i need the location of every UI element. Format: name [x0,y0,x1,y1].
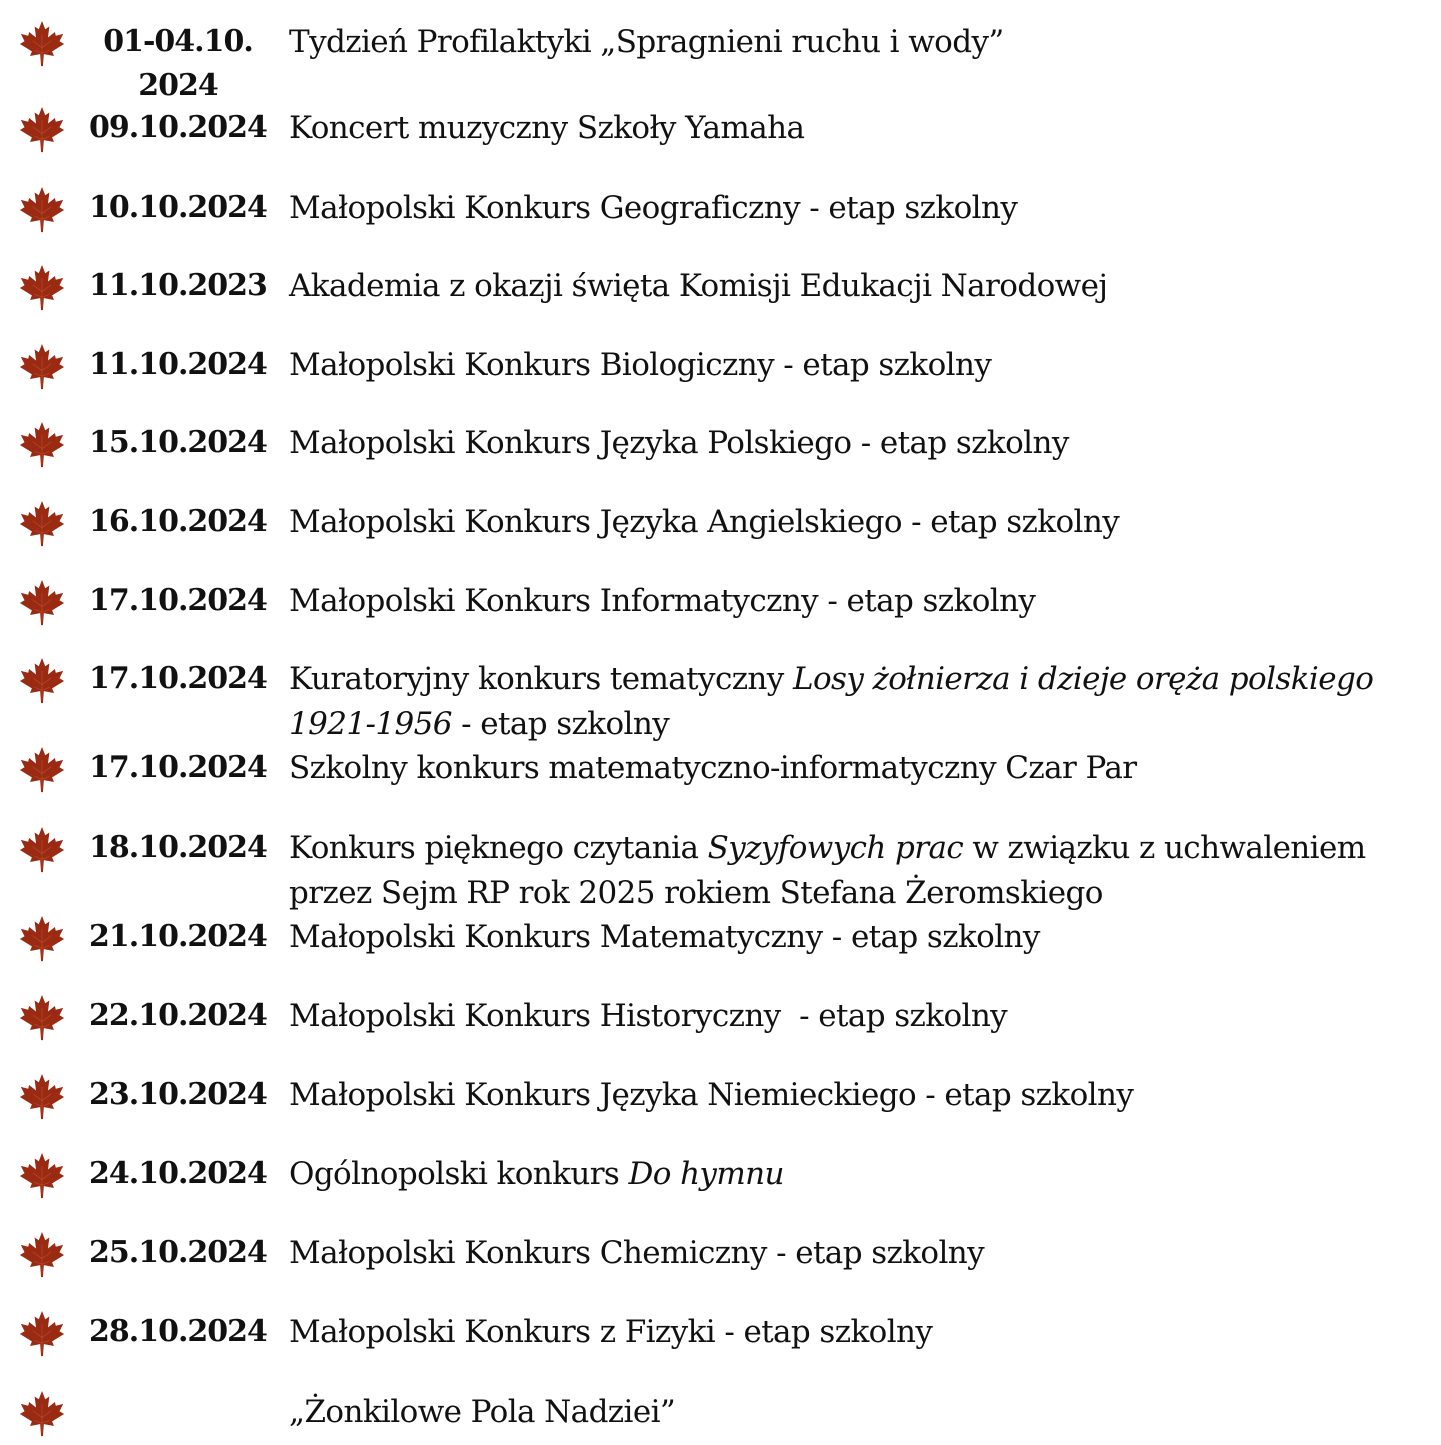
event-description [289,500,1434,545]
event-text: Małopolski Konkurs Informatyczny - etap szkolny [289,583,1036,619]
maple-leaf-icon [19,186,65,234]
event-description [289,994,1434,1039]
event-text: - etap szkolny [451,706,670,742]
event-description [289,746,1434,791]
event-date: 25.10.2024 [89,1235,267,1270]
maple-leaf-icon [19,1310,65,1358]
event-description [289,657,1434,747]
event-text: Koncert muzyczny Szkoły Yamaha [289,110,805,146]
event-text: Małopolski Konkurs Matematyczny - etap szkolny [289,919,1040,955]
event-text: Małopolski Konkurs Języka Polskiego - etap szkolny [289,425,1069,461]
event-date: 15.10.2024 [89,425,267,460]
event-date: 11.10.2023 [89,268,267,303]
event-text: Szkolny konkurs matematyczno-informatyczny Czar Par [289,750,1137,786]
event-text: Małopolski Konkurs Języka Angielskiego - etap szkolny [289,504,1120,540]
event-date: 11.10.2024 [89,347,267,382]
event-text: Kuratoryjny konkurs tematyczny [289,661,793,697]
event-text: Małopolski Konkurs Języka Niemieckiego - etap szkolny [289,1077,1134,1113]
event-text: Akademia z okazji święta Komisji Edukacji Narodowej [289,268,1108,304]
maple-leaf-icon [19,106,65,154]
event-date: 18.10.2024 [89,830,267,865]
event-date: 09.10.2024 [89,110,267,145]
maple-leaf-icon [19,1231,65,1279]
event-date: 22.10.2024 [89,998,267,1033]
event-title-italic: Do hymnu [628,1156,784,1192]
event-date: 17.10.2024 [89,661,267,696]
maple-leaf-icon [19,657,65,705]
maple-leaf-icon [19,1390,65,1438]
event-text: Małopolski Konkurs Geograficzny - etap szkolny [289,190,1018,226]
event-text: Małopolski Konkurs z Fizyki - etap szkolny [289,1314,933,1350]
maple-leaf-icon [19,20,65,68]
event-text: Konkurs pięknego czytania [289,830,708,866]
event-description [289,421,1434,466]
maple-leaf-icon [19,500,65,548]
event-text: Ogólnopolski konkurs [289,1156,629,1192]
event-date: 21.10.2024 [89,919,267,954]
event-title-italic: Syzyfowych prac [707,830,964,866]
event-date: 17.10.2024 [89,583,267,618]
event-description [289,1231,1434,1276]
maple-leaf-icon [19,579,65,627]
event-description [289,264,1434,309]
event-description [289,1310,1434,1355]
event-description [289,343,1434,388]
event-text: Tydzień Profilaktyki „Spragnieni ruchu i wody” [289,24,1004,60]
maple-leaf-icon [19,915,65,963]
event-title-italic: Losy żołnierza i dzieje oręża polskiego 1921-1956 [289,661,1374,742]
event-date: 23.10.2024 [89,1077,267,1112]
event-date: 28.10.2024 [89,1314,267,1349]
maple-leaf-icon [19,264,65,312]
event-description [289,915,1434,960]
event-description [289,826,1434,916]
event-description [289,186,1434,231]
event-text: Małopolski Konkurs Biologiczny - etap szkolny [289,347,992,383]
maple-leaf-icon [19,343,65,391]
event-description [289,1152,1434,1197]
maple-leaf-icon [19,1152,65,1200]
maple-leaf-icon [19,746,65,794]
event-description [289,579,1434,624]
event-description [289,20,1434,65]
event-date: 01-04.10. 2024 [103,24,253,103]
event-text: „Żonkilowe Pola Nadziei” [289,1394,676,1430]
event-description [289,106,1434,151]
event-date: 10.10.2024 [89,190,267,225]
event-date: 16.10.2024 [89,504,267,539]
maple-leaf-icon [19,994,65,1042]
event-text: Małopolski Konkurs Chemiczny - etap szkolny [289,1235,985,1271]
event-description [289,1390,1434,1435]
event-text: w związku z uchwaleniem przez Sejm RP rok 2025 rokiem Stefana Żeromskiego [289,830,1366,911]
maple-leaf-icon [19,421,65,469]
maple-leaf-icon [19,1073,65,1121]
event-text: Małopolski Konkurs Historyczny - etap szkolny [289,998,1008,1034]
event-date: 17.10.2024 [89,750,267,785]
maple-leaf-icon [19,826,65,874]
event-description [289,1073,1434,1118]
event-date: 24.10.2024 [89,1156,267,1191]
